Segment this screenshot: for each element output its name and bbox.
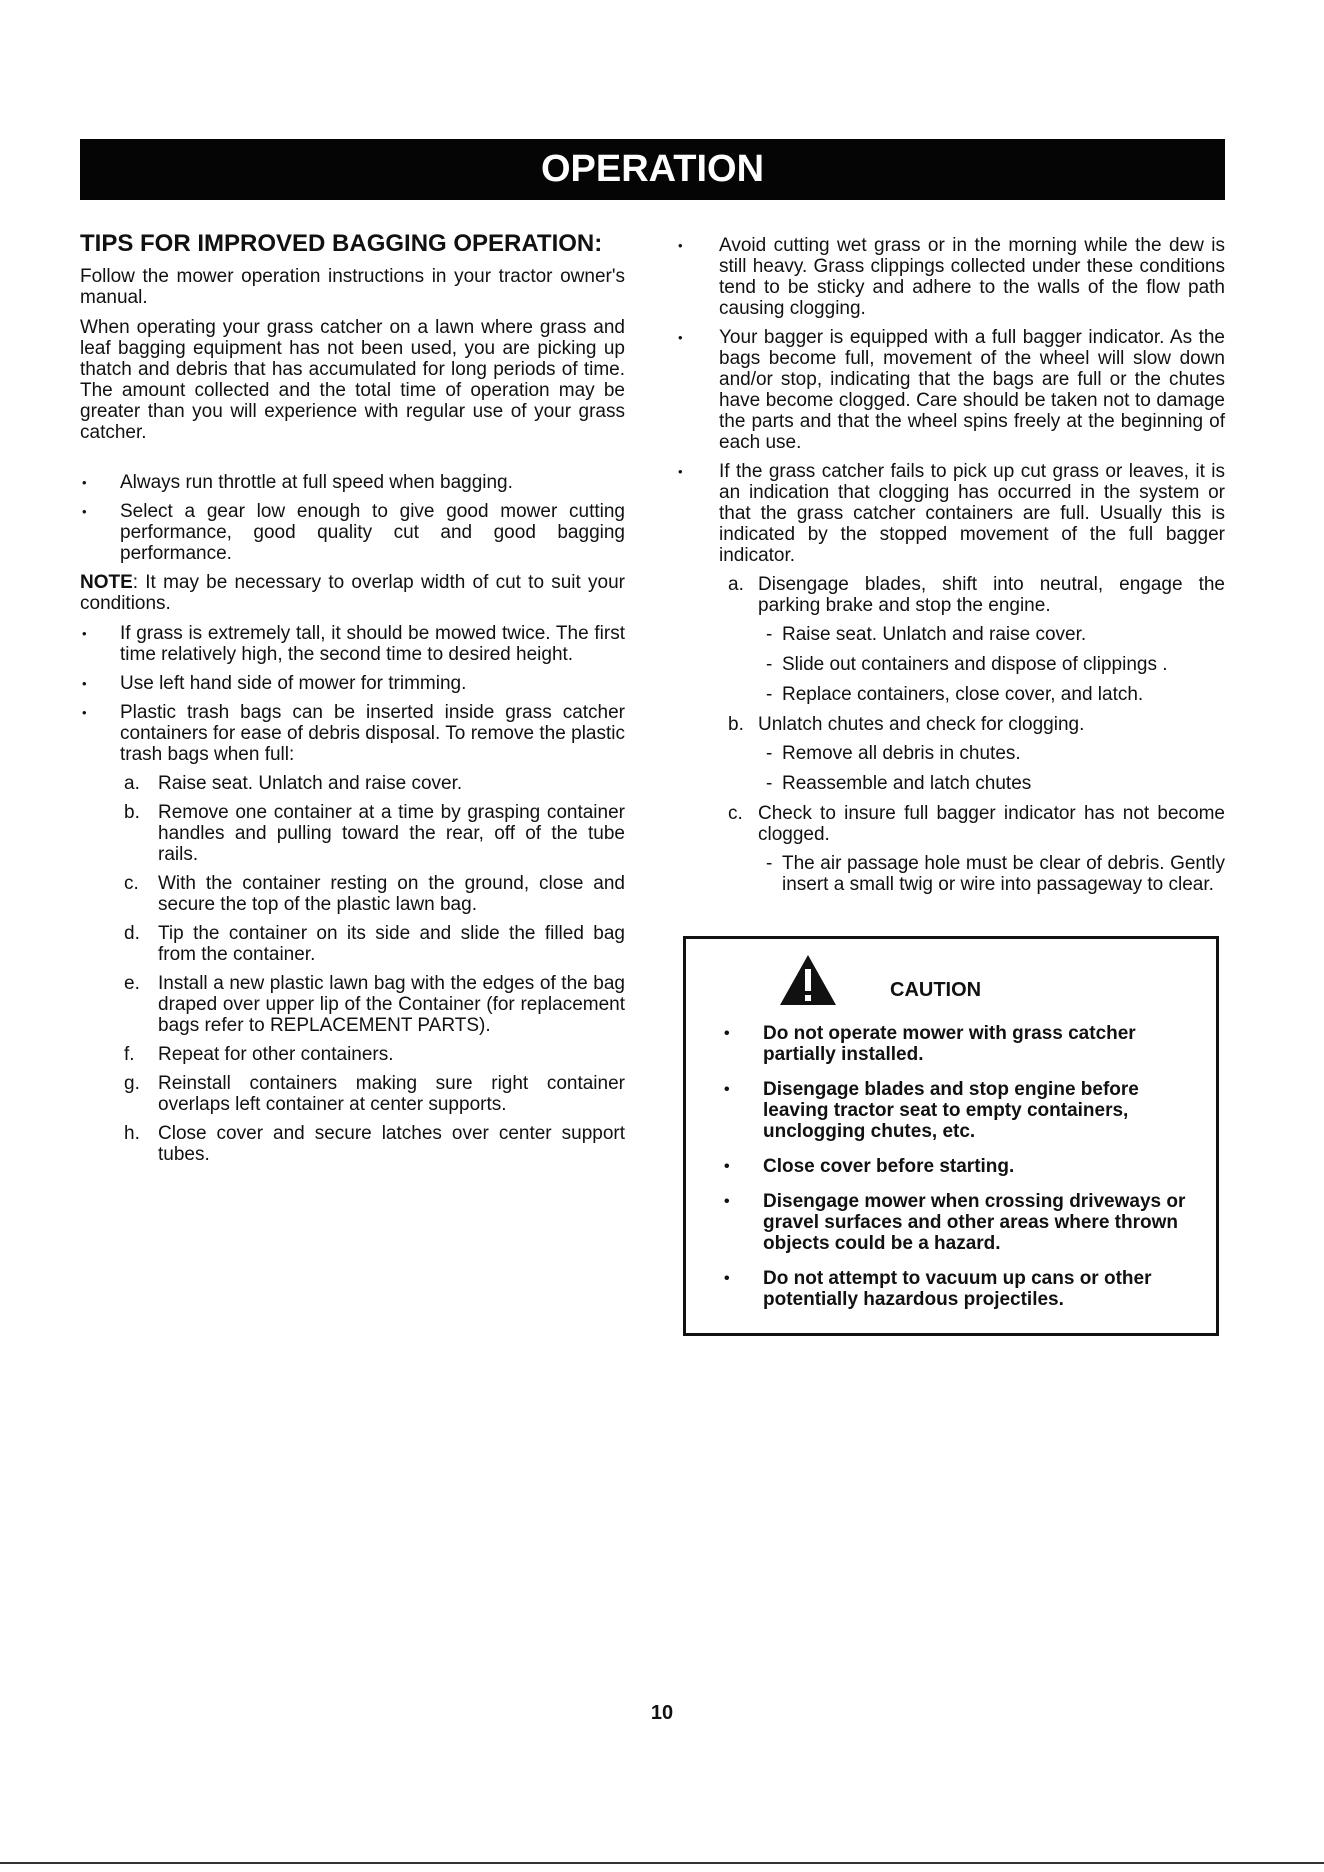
step-item (80, 802, 625, 865)
caution-item: • Do not operate mower with grass catcher partially installed. (686, 1023, 1216, 1065)
intro-paragraph-1: Follow the mower operation instructions in your tractor owner's manual. (80, 266, 625, 308)
caution-box (683, 936, 1219, 1336)
step-text: Install a new plastic lawn bag with the edges of the bag draped over upper lip of the Container (for replacement bags refer to REPLACEMENT PARTS). (158, 973, 625, 1036)
step-letter: f. (124, 1044, 135, 1065)
sub-step: - Slide out containers and dispose of clippings . (676, 654, 1225, 675)
bullet-item: • Plastic trash bags can be inserted inside grass catcher containers for ease of debris disposal. To remove the plastic trash bags when full: (80, 702, 625, 765)
step-item (80, 973, 625, 1036)
step-text: Disengage blades, shift into neutral, engage the parking brake and stop the engine. (758, 574, 1225, 616)
step-text: Close cover and secure latches over center support tubes. (158, 1123, 625, 1165)
bottom-divider (0, 1862, 1324, 1864)
sub-step: - Raise seat. Unlatch and raise cover. (676, 624, 1225, 645)
step-item (80, 873, 625, 915)
step-letter: a. (124, 773, 140, 794)
note-text: : It may be necessary to overlap width of cut to suit your conditions. (80, 572, 625, 614)
step-item (80, 923, 625, 965)
bullet-item: • If the grass catcher fails to pick up cut grass or leaves, it is an indication that clogging has occurred in the system or that the grass catcher containers are full. Usually this is indicated by the stopped movement of the full bagger indicator. (676, 461, 1225, 566)
caution-item: • Close cover before starting. (686, 1156, 1216, 1177)
step-letter: b. (124, 802, 140, 823)
bullet-item: • If grass is extremely tall, it should be mowed twice. The first time relatively high, the second time to desired height. (80, 623, 625, 665)
bullet-item: • Use left hand side of mower for trimming. (80, 673, 625, 694)
note-paragraph (80, 572, 625, 614)
bullet-item: • Always run throttle at full speed when bagging. (80, 472, 625, 493)
bullet-item: • Select a gear low enough to give good mower cutting performance, good quality cut and good bagging performance. (80, 501, 625, 564)
step-letter: d. (124, 923, 140, 944)
caution-title: CAUTION (890, 979, 982, 1001)
step-text: Raise seat. Unlatch and raise cover. (158, 773, 463, 794)
section-banner (80, 139, 1225, 200)
step-letter: h. (124, 1123, 140, 1144)
intro-paragraph-2: When operating your grass catcher on a lawn where grass and leaf bagging equipment has not been used, you are picking up thatch and debris that has accumulated for long periods of time. The amount collected and the total time of operation may be greater than you will experience with regular use of your grass catcher. (80, 317, 625, 443)
note-label: NOTE (80, 572, 133, 593)
step-letter: c. (124, 873, 139, 894)
step-item (80, 1073, 625, 1115)
step-letter: g. (124, 1073, 140, 1094)
step-letter: c. (728, 803, 743, 824)
step-item (80, 773, 625, 794)
step-text: Tip the container on its side and slide the filled bag from the container. (158, 923, 625, 965)
bullet-item: • Avoid cutting wet grass or in the morning while the dew is still heavy. Grass clippings collected under these conditions tend to be sticky and adhere to the walls of the flow path causing clogging. (676, 235, 1225, 319)
step-text: Reinstall containers making sure right container overlaps left container at center supports. (158, 1073, 625, 1115)
tips-heading: TIPS FOR IMPROVED BAGGING OPERATION: (80, 230, 603, 257)
step-text: Repeat for other containers. (158, 1044, 394, 1065)
caution-item: • Do not attempt to vacuum up cans or other potentially hazardous projectiles. (686, 1268, 1216, 1310)
left-column (80, 230, 625, 1173)
step-item (676, 714, 1225, 735)
caution-item: • Disengage mower when crossing driveways or gravel surfaces and other areas where thrown objects could be a hazard. (686, 1191, 1216, 1254)
step-letter: a. (728, 574, 744, 595)
caution-item: • Disengage blades and stop engine before leaving tractor seat to empty containers, unclogging chutes, etc. (686, 1079, 1216, 1142)
right-column (676, 235, 1225, 904)
sub-step: - Replace containers, close cover, and latch. (676, 684, 1225, 705)
step-item (676, 574, 1225, 616)
step-letter: b. (728, 714, 744, 735)
caution-list (686, 1023, 1216, 1324)
step-item (676, 803, 1225, 845)
section-title: OPERATION (540, 148, 765, 190)
page-number: 10 (650, 1702, 674, 1724)
step-item (80, 1044, 625, 1065)
sub-step: - The air passage hole must be clear of debris. Gently insert a small twig or wire into passageway to clear. (676, 853, 1225, 895)
bullet-item: • Your bagger is equipped with a full bagger indicator. As the bags become full, movement of the wheel will slow down and/or stop, indicating that the bags are full or the chutes have become clogged. Care should be taken not to damage the parts and that the wheel spins freely at the beginning of each use. (676, 327, 1225, 453)
step-text: With the container resting on the ground, close and secure the top of the plastic lawn bag. (158, 873, 625, 915)
step-letter: e. (124, 973, 140, 994)
step-item (80, 1123, 625, 1165)
step-text: Remove one container at a time by grasping container handles and pulling toward the rear, off of the tube rails. (158, 802, 625, 865)
sub-step: - Remove all debris in chutes. (676, 743, 1225, 764)
step-text: Check to insure full bagger indicator has not become clogged. (758, 803, 1225, 845)
sub-step: - Reassemble and latch chutes (676, 773, 1225, 794)
warning-triangle-icon (778, 953, 838, 1007)
step-text: Unlatch chutes and check for clogging. (758, 714, 1085, 735)
